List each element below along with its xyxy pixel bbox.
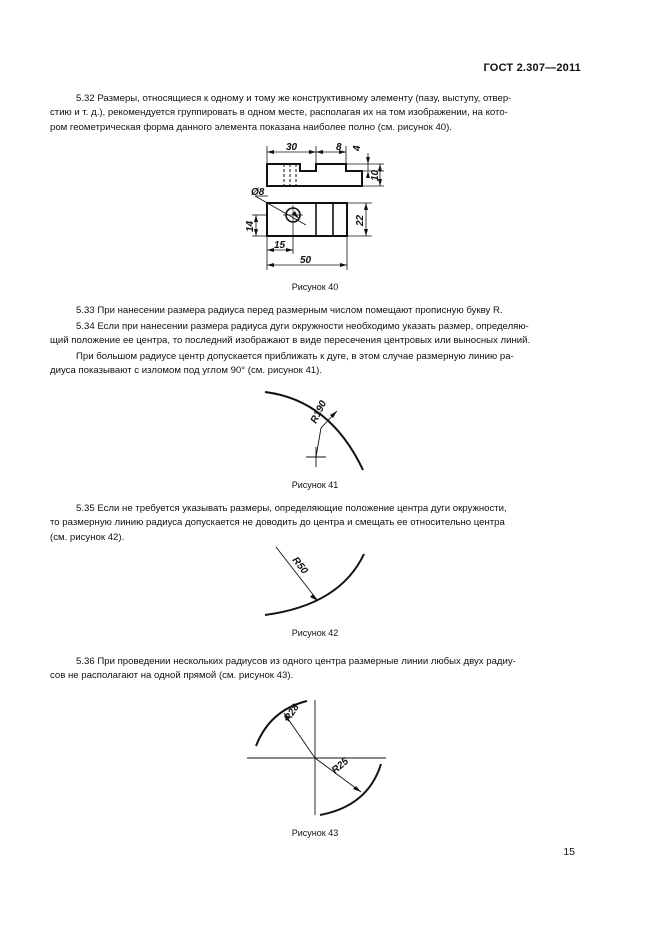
fig40-dim-4: 4 — [352, 145, 363, 151]
fig40-dim-14: 14 — [245, 220, 256, 232]
text-line: При большом радиусе центр допускается приближать к дуге, в этом случае размерную линию ра- — [76, 351, 514, 362]
paragraph-5-33: 5.33 При нанесении размера радиуса перед размерным числом помещают прописную букву R. — [76, 305, 503, 316]
fig43-radius-label-r28: R28 — [282, 702, 302, 724]
document-header: ГОСТ 2.307—2011 — [483, 62, 581, 74]
fig40-dim-30: 30 — [286, 142, 298, 153]
fig40-dim-8: 8 — [336, 142, 342, 153]
text-line: диуса показывают с изломом под углом 90° (см. рисунок 41). — [50, 365, 322, 377]
text-line: 5.36 При проведении нескольких радиусов из одного центра размерные линии любых двух радиу- — [76, 656, 516, 667]
fig40-dim-22: 22 — [355, 214, 366, 226]
text-line: щий положение ее центра, то последний изображают в виде пересечения центровых или выносных линий. — [50, 335, 531, 347]
figure-40-caption: Рисунок 40 — [291, 282, 339, 292]
fig40-dim-15: 15 — [274, 240, 286, 251]
fig40-dim-50: 50 — [300, 255, 312, 266]
text-line: сов не располагают на одной прямой (см. рисунок 43). — [50, 670, 294, 682]
text-line: 5.32 Размеры, относящиеся к одному и тому же конструктивному элементу (пазу, выступу, отвер- — [76, 93, 512, 104]
figure-41-caption: Рисунок 41 — [291, 480, 339, 490]
fig42-radius-label: R50 — [289, 555, 310, 577]
fig40-dim-dia8: Ø8 — [251, 187, 265, 198]
figure-42-caption: Рисунок 42 — [291, 628, 339, 638]
fig41-radius-label: R190 — [308, 399, 330, 426]
figure-43-caption: Рисунок 43 — [291, 828, 339, 838]
text-line: стию и т. д.), рекомендуется группировать в одном месте, располагая их на том изображении, на кото- — [50, 107, 508, 119]
fig40-dim-10: 10 — [370, 169, 381, 181]
fig43-arc-r25 — [320, 764, 381, 815]
text-line: (см. рисунок 42). — [50, 531, 125, 543]
page-number: 15 — [563, 846, 575, 858]
fig43-radius-label-r25: R25 — [329, 756, 351, 777]
text-line: 5.35 Если не требуется указывать размеры, определяющие положение центра дуги окружности, — [76, 503, 507, 514]
text-line: то размерную линию радиуса допускается не доводить до центра и смещать ее относительно центра — [50, 517, 505, 529]
text-line: 5.34 Если при нанесении размера радиуса дуги окружности необходимо указать размер, определяю- — [76, 321, 529, 332]
text-line: ром геометрическая форма данного элемента показана наиболее полно (см. рисунок 40). — [50, 121, 452, 133]
